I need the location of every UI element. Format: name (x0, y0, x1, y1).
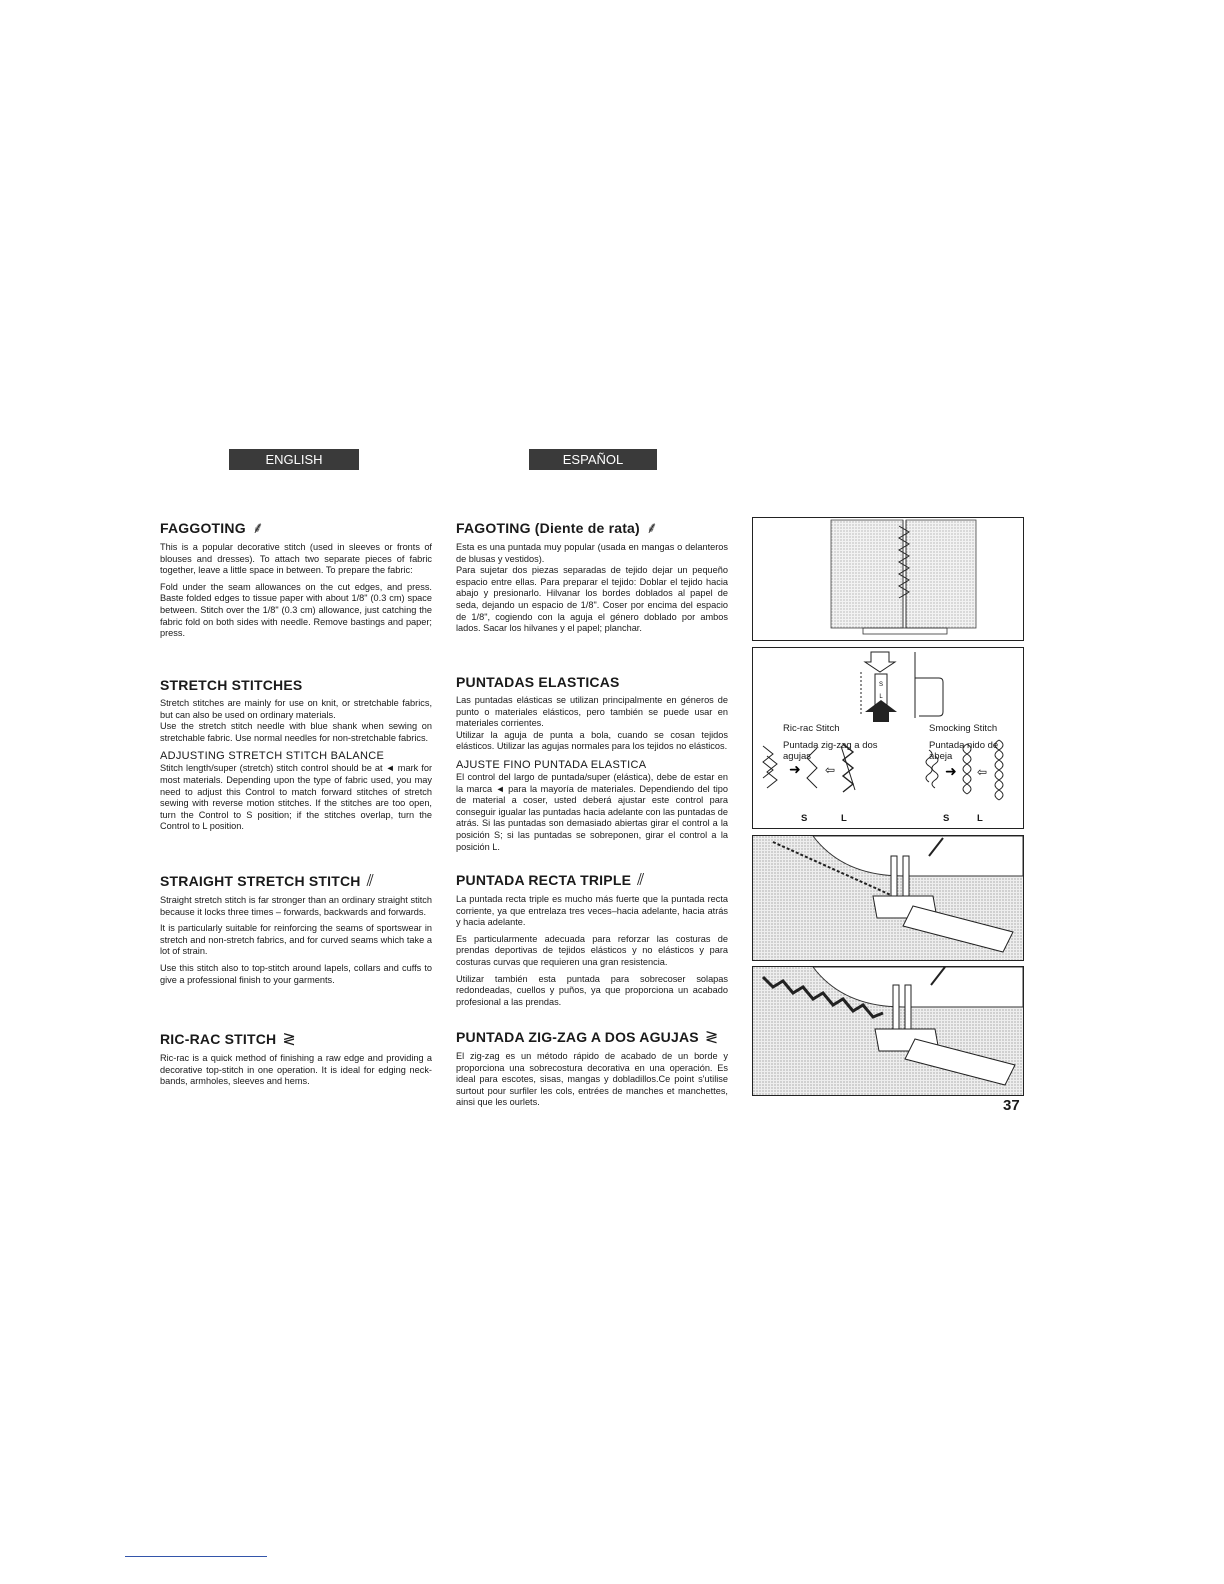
espanol-recta-column (456, 872, 728, 1013)
dial-l: L (879, 694, 883, 700)
straight-p1: Straight stretch stitch is far stronger than an ordinary straight stitch because it locks three times – forwards, backwards and forwards. (160, 895, 432, 917)
english-column (160, 520, 432, 645)
straight-stretch-icon: ⫽ (366, 873, 374, 890)
elasticas-title: PUNTADAS ELASTICAS (456, 674, 620, 690)
svg-text:⇦: ⇦ (977, 765, 988, 779)
recta-p1: La puntada recta triple es mucho más fuerte que la puntada recta corriente, ya que entrelaza tres veces–hacia adelante, hacia atrás y hacia adelante. (456, 894, 728, 928)
faggoting-title: FAGGOTING (160, 520, 246, 536)
recta-p2: Es particularmente adecuada para reforzar las costuras de prendas deportivas de tejidos elásticos y no elásticos y para costuras curvas que requieren una gran resistencia. (456, 933, 728, 967)
espanol-fagoting-column (456, 520, 728, 640)
ricrac-p1: Ric-rac is a quick method of finishing a raw edge and providing a decorative top-stitch in one operation. It is ideal for edging neck-bands, armholes, sleeves and hems. (160, 1053, 432, 1087)
straight-p2: It is particularly suitable for reinforcing the seams of sportswear in stretch and non-stretch fabrics, and for curved seams which take a lot of strain. (160, 923, 432, 957)
english-straight-column (160, 873, 432, 991)
zigzag-title: PUNTADA ZIG-ZAG A DOS AGUJAS (456, 1029, 699, 1045)
tab-espanol: ESPAÑOL (529, 449, 657, 470)
faggoting-p2: Fold under the seam allowances on the cut edges, and press. Baste folded edges to tissue paper with about 1/8" (0.3 cm) space between. Stitch over the 1/8" (0.3 cm) allowance, just catching the fabric fold on both sides with needle. Remove bastings and paper; press. (160, 581, 432, 639)
figure-stitch-balance (752, 647, 1024, 829)
dial-s: S (878, 682, 884, 688)
ricrac-stitch-icon: ≷ (282, 1031, 296, 1048)
stretch-p1: Stretch stitches are mainly for use on knit, or stretchable fabrics, but can also be used on ordinary materials. (160, 698, 432, 720)
smocking-l: L (977, 813, 983, 824)
stretch-title: STRETCH STITCHES (160, 677, 303, 693)
ricrac-label: Ric-rac Stitch (783, 723, 840, 734)
straight-stretch-illustration (753, 836, 1023, 960)
ricrac-label-es: Puntada zig-zag a dos agujas (783, 740, 878, 762)
english-stretch-column (160, 677, 432, 838)
faggoting-stitch-icon: ⸙ (251, 520, 265, 537)
english-ricrac-column (160, 1031, 432, 1093)
stretch-subtitle: ADJUSTING STRETCH STITCH BALANCE (160, 750, 385, 763)
recta-title: PUNTADA RECTA TRIPLE (456, 872, 632, 888)
ricrac-s: S (801, 813, 808, 824)
smocking-label-es: Puntada nido de abeja (929, 740, 999, 762)
figure-ricrac (752, 966, 1024, 1096)
faggoting-p1: This is a popular decorative stitch (used in sleeves or fronts of blouses and dresses). To attach two separate pieces of fabric together, leave a little space in between. To prepare the fabric: (160, 542, 432, 576)
fagoting-title: FAGOTING (Diente de rata) (456, 520, 640, 536)
zigzag-stitch-icon: ≷ (704, 1029, 719, 1046)
fagoting-p1: Esta es una puntada muy popular (usada en mangas o delanteros de blusas y vestidos). (456, 542, 728, 564)
svg-text:➜: ➜ (789, 761, 801, 777)
stretch-p2: Use the stretch stitch needle with blue shank when sewing on stretchable fabric. Use normal needles for non-stretchable fabrics. (160, 721, 432, 743)
recta-p3: Utilizar también esta puntada para sobrecoser solapas redondeadas, cuellos y puños, ya que proporciona un acabado profesional a las prendas. (456, 973, 728, 1007)
figure-faggoting (752, 517, 1024, 641)
svg-text:⇦: ⇦ (825, 763, 836, 777)
stitch-balance-illustration (753, 648, 1023, 828)
espanol-zigzag-column (456, 1029, 728, 1114)
stretch-p3: Stitch length/super (stretch) stitch control should be at ◄ mark for most materials. Depending upon the type of fabric used, you may need to adjust this Control to match forward stitches of stretch sewing with reverse motion stitches. If the stitches are too open, turn the Control to S position; if the stitches overlap, turn the Control to L position. (160, 763, 432, 832)
elasticas-subtitle: AJUSTE FINO PUNTADA ELASTICA (456, 758, 647, 771)
ricrac-illustration (753, 967, 1023, 1095)
faggoting-illustration (753, 518, 1023, 640)
page-number: 37 (1003, 1097, 1020, 1114)
ricrac-l: L (841, 813, 847, 824)
tab-english: ENGLISH (229, 449, 359, 470)
svg-text:➜: ➜ (945, 763, 957, 779)
recta-stretch-icon: ⫽ (637, 872, 645, 889)
elasticas-p3: El control del largo de puntada/super (elástica), debe de estar en la marca ◄ para la mayoría de materiales. Dependiendo del tipo de material a coser, usted deberá ajustar este control para conseguir igualar las puntadas hacia adelante con las puntadas de atrás. Si las puntadas son demasiado abiertas girar el control a la posición S; si las puntadas se sobreponen, girar el control a la posición L. (456, 771, 728, 852)
footnote-rule (125, 1556, 267, 1557)
elasticas-p1: Las puntadas elásticas se utilizan principalmente en géneros de punto o materiales elásticos, pero también se puede usar en materiales corrientes. (456, 695, 728, 729)
straight-p3: Use this stitch also to top-stitch around lapels, collars and cuffs to give a professional finish to your garments. (160, 962, 432, 985)
fagoting-stitch-icon: ⸙ (645, 520, 659, 537)
fagoting-p2: Para sujetar dos piezas separadas de tejido dejar un pequeño espacio entre ellas. Para preparar el tejido: Doblar el tejido hacia abajo y presionarlo. Hilvanar los bordes doblados al papel de seda, dejando un espacio de 1/8". Coser por encima del espacio de 1/8", cogiendo con la aguja el género doblado por ambos lados. Sacar los hilvanes y el papel; planchar. (456, 565, 728, 634)
smocking-s: S (943, 813, 950, 824)
espanol-elasticas-column (456, 674, 728, 858)
zigzag-p1: El zig-zag es un método rápido de acabado de un borde y proporciona una sobrecostura decorativa en una operación. Es ideal para escotes, sisas, mangas y dobladillos.Ce point s'utilise surtout pour surfiler les cols, entrées de manches et manchettes, ainsi que les ourlets. (456, 1051, 728, 1108)
smocking-label: Smocking Stitch (929, 723, 998, 734)
elasticas-p2: Utilizar la aguja de punta a bola, cuando se cosan tejidos elásticos. Utilizar las agujas normales para los tejidos no elásticos. (456, 729, 728, 752)
straight-title: STRAIGHT STRETCH STITCH (160, 873, 361, 889)
section-faggoting (160, 520, 432, 640)
ricrac-title: RIC-RAC STITCH (160, 1031, 277, 1047)
figure-straight-stretch (752, 835, 1024, 961)
